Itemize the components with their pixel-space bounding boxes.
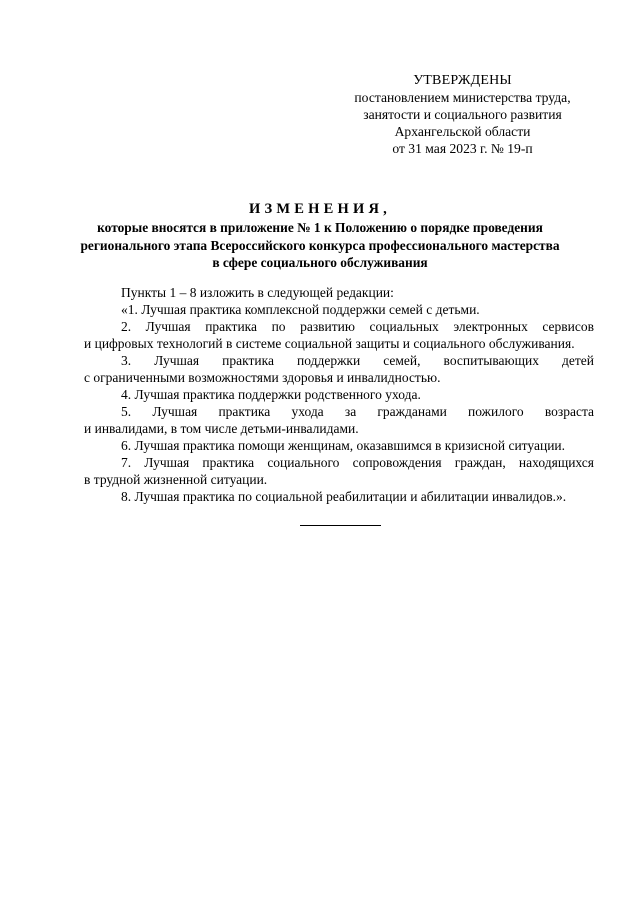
subtitle-line: в сфере социального обслуживания bbox=[212, 255, 428, 270]
list-item-4: 4. Лучшая практика поддержки родственного ухода. bbox=[121, 387, 421, 402]
title-main: ИЗМЕНЕНИЯ, bbox=[249, 201, 391, 217]
subtitle-line: регионального этапа Всероссийского конкурса профессионального мастерства bbox=[80, 237, 560, 253]
approval-line: постановлением министерства труда, bbox=[354, 90, 571, 105]
document-title bbox=[75, 200, 565, 272]
approval-line: Архангельской области bbox=[394, 124, 531, 139]
document-body bbox=[84, 284, 594, 505]
list-item-7-line1: 7. Лучшая практика социального сопровождения граждан, находящихся bbox=[121, 455, 594, 470]
list-item-7-line2: в трудной жизненной ситуации. bbox=[84, 472, 268, 487]
intro-paragraph: Пункты 1 – 8 изложить в следующей редакции: bbox=[121, 285, 394, 300]
approval-stamp bbox=[335, 72, 590, 157]
list-item-5-line2: и инвалидами, в том числе детьми-инвалидами. bbox=[84, 421, 359, 436]
list-item-2-line1: 2. Лучшая практика по развитию социальных электронных сервисов bbox=[121, 319, 594, 334]
list-item-5-line1: 5. Лучшая практика ухода за гражданами пожилого возраста bbox=[121, 404, 594, 419]
subtitle-line: которые вносятся в приложение № 1 к Положению о порядке проведения bbox=[97, 220, 543, 235]
list-item-3-line1: 3. Лучшая практика поддержки семей, воспитывающих детей bbox=[121, 353, 594, 368]
list-item-2-line2: и цифровых технологий в системе социальной защиты и социального обслуживания. bbox=[84, 336, 575, 351]
end-separator-line bbox=[300, 525, 381, 526]
approval-date: от 31 мая 2023 г. № 19-п bbox=[392, 141, 533, 156]
list-item-1: «1. Лучшая практика комплексной поддержки семей с детьми. bbox=[121, 302, 480, 317]
approval-heading: УТВЕРЖДЕНЫ bbox=[413, 73, 512, 88]
list-item-8: 8. Лучшая практика по социальной реабилитации и абилитации инвалидов.». bbox=[121, 489, 567, 504]
title-subtitle bbox=[75, 219, 565, 272]
approval-line: занятости и социального развития bbox=[363, 107, 562, 122]
list-item-6: 6. Лучшая практика помощи женщинам, оказавшимся в кризисной ситуации. bbox=[121, 438, 566, 453]
list-item-3-line2: с ограниченными возможностями здоровья и инвалидностью. bbox=[84, 370, 441, 385]
